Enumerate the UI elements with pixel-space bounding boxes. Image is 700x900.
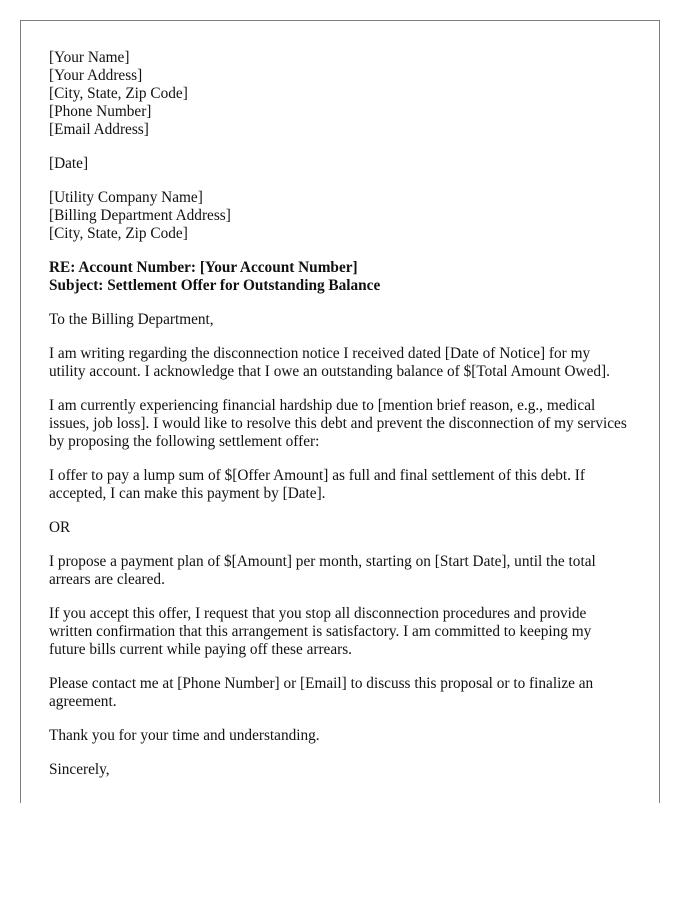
recipient-company: [Utility Company Name] xyxy=(49,189,203,206)
sender-address: [Your Address] xyxy=(49,67,143,84)
sender-phone: [Phone Number] xyxy=(49,103,152,120)
re-line: RE: Account Number: [Your Account Number] xyxy=(49,259,358,276)
paragraph-thanks: Thank you for your time and understanding. xyxy=(49,727,320,744)
paragraph-or: OR xyxy=(49,519,71,536)
paragraph-request: If you accept this offer, I request that you stop all disconnection procedures and provide written confirmation that this arrangement is satisfactory. I am committed to keeping my future bills current while paying off these arrears. xyxy=(49,605,592,658)
sender-city-state-zip: [City, State, Zip Code] xyxy=(49,85,188,102)
paragraph-hardship: I am currently experiencing financial hardship due to [mention brief reason, e.g., medical issues, job loss]. I would like to resolve this debt and prevent the disconnection of my services by proposing the following settlement offer: xyxy=(49,397,627,450)
sender-email: [Email Address] xyxy=(49,121,149,138)
letter-body xyxy=(49,49,629,795)
reference-block xyxy=(49,259,629,295)
salutation: To the Billing Department, xyxy=(49,311,214,328)
paragraph-contact: Please contact me at [Phone Number] or [Email] to discuss this proposal or to finalize an agreement. xyxy=(49,675,594,710)
recipient-city-state-zip: [City, State, Zip Code] xyxy=(49,225,188,242)
paragraph-payment-plan: I propose a payment plan of $[Amount] per month, starting on [Start Date], until the total arrears are cleared. xyxy=(49,553,596,588)
closing: Sincerely, xyxy=(49,761,110,778)
paragraph-notice: I am writing regarding the disconnection notice I received dated [Date of Notice] for my utility account. I acknowledge that I owe an outstanding balance of $[Total Amount Owed]. xyxy=(49,345,610,380)
letter-date: [Date] xyxy=(49,155,89,172)
sender-block xyxy=(49,49,629,139)
recipient-address: [Billing Department Address] xyxy=(49,207,231,224)
letter-page xyxy=(20,20,660,803)
recipient-block xyxy=(49,189,629,243)
paragraph-lump-sum: I offer to pay a lump sum of $[Offer Amount] as full and final settlement of this debt. If accepted, I can make this payment by [Date]. xyxy=(49,467,585,502)
date-block xyxy=(49,155,629,173)
subject-line: Subject: Settlement Offer for Outstanding Balance xyxy=(49,277,381,294)
sender-name: [Your Name] xyxy=(49,49,130,66)
